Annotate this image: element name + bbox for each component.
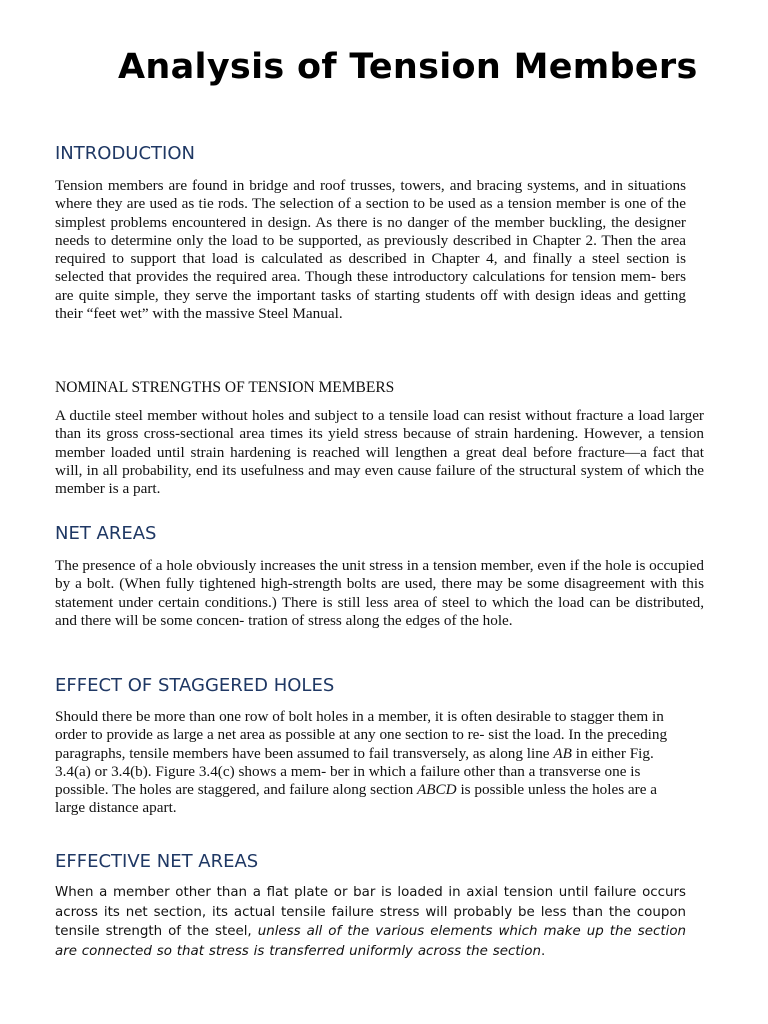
section-nominal-strengths	[55, 377, 704, 498]
section-heading: NET AREAS	[55, 523, 157, 544]
section-paragraph	[55, 883, 686, 961]
paragraph-text: .	[540, 943, 546, 959]
section-heading: EFFECT OF STAGGERED HOLES	[55, 675, 335, 696]
section-paragraph: Tension members are found in bridge and roof trusses, towers, and bracing systems, and in situations where they are used as tie rods. The selection of a section to be used as a tension member is one of the simplest problems encountered in design. As there is no danger of the member buckling, the designer needs to determine only the load to be supported, as previously described in Chapter 2. Then the area required to support that load is calculated as described in Chapter 4, and finally a steel section is selected that provides the required area. Though these introductory calculations for tension mem- bers are quite simple, they serve the important tasks of starting students off with design ideas and getting their “feet wet” with the massive Steel Manual.	[55, 177, 686, 323]
section-heading: INTRODUCTION	[55, 143, 195, 164]
section-net-areas	[55, 523, 704, 630]
line-label: AB	[553, 744, 572, 762]
section-introduction	[55, 143, 686, 323]
paragraph-text: is possible unless the holes are a large distance apart.	[55, 781, 658, 817]
section-paragraph: The presence of a hole obviously increases the unit stress in a tension member, even if the hole is occupied by a bolt. (When fully tightened high-strength bolts are used, there may be some disagreement with this statement under certain conditions.) There is still less area of steel to which the load can be distributed, and there will be some concen- tration of stress along the edges of the hole.	[55, 557, 704, 629]
section-heading: EFFECTIVE NET AREAS	[55, 851, 259, 872]
paragraph-text: in either Fig. 3.4(a) or 3.4(b). Figure 3.4(c) shows a mem- ber in which a failure other than a transverse one is possible. The holes are staggered, and failure along section	[55, 744, 654, 799]
page-title: Analysis of Tension Members	[118, 47, 698, 87]
paragraph-text: When a member other than a flat plate or bar is loaded in axial tension until failure occurs across its net section, its actual tensile failure stress will probably be less than the coupon tensile strength of the steel,	[55, 885, 686, 939]
paragraph-text: Should there be more than one row of bolt holes in a member, it is often desirable to stagger them in order to provide as large a net area as possible at any one section to re- sist the load. In the preceding paragraphs, tensile members have been assumed to fail transversely, as along line	[55, 708, 668, 762]
section-staggered-holes	[55, 675, 689, 818]
emphasized-text: unless all of the various elements which make up the section are connected so that stress is transferred uniformly across the section	[55, 924, 686, 959]
section-label: ABCD	[417, 781, 457, 799]
section-heading: NOMINAL STRENGTHS OF TENSION MEMBERS	[55, 379, 395, 396]
section-effective-net-areas	[55, 851, 686, 961]
section-paragraph	[55, 708, 689, 818]
section-paragraph: A ductile steel member without holes and subject to a tensile load can resist without fracture a load larger than its gross cross-sectional area times its yield stress because of strain hardening. However, a tension member loaded until strain hardening is reached will lengthen a great deal before fracture—a fact that will, in all probability, end its usefulness and may even cause failure of the structural system of which the member is a part.	[55, 407, 704, 498]
